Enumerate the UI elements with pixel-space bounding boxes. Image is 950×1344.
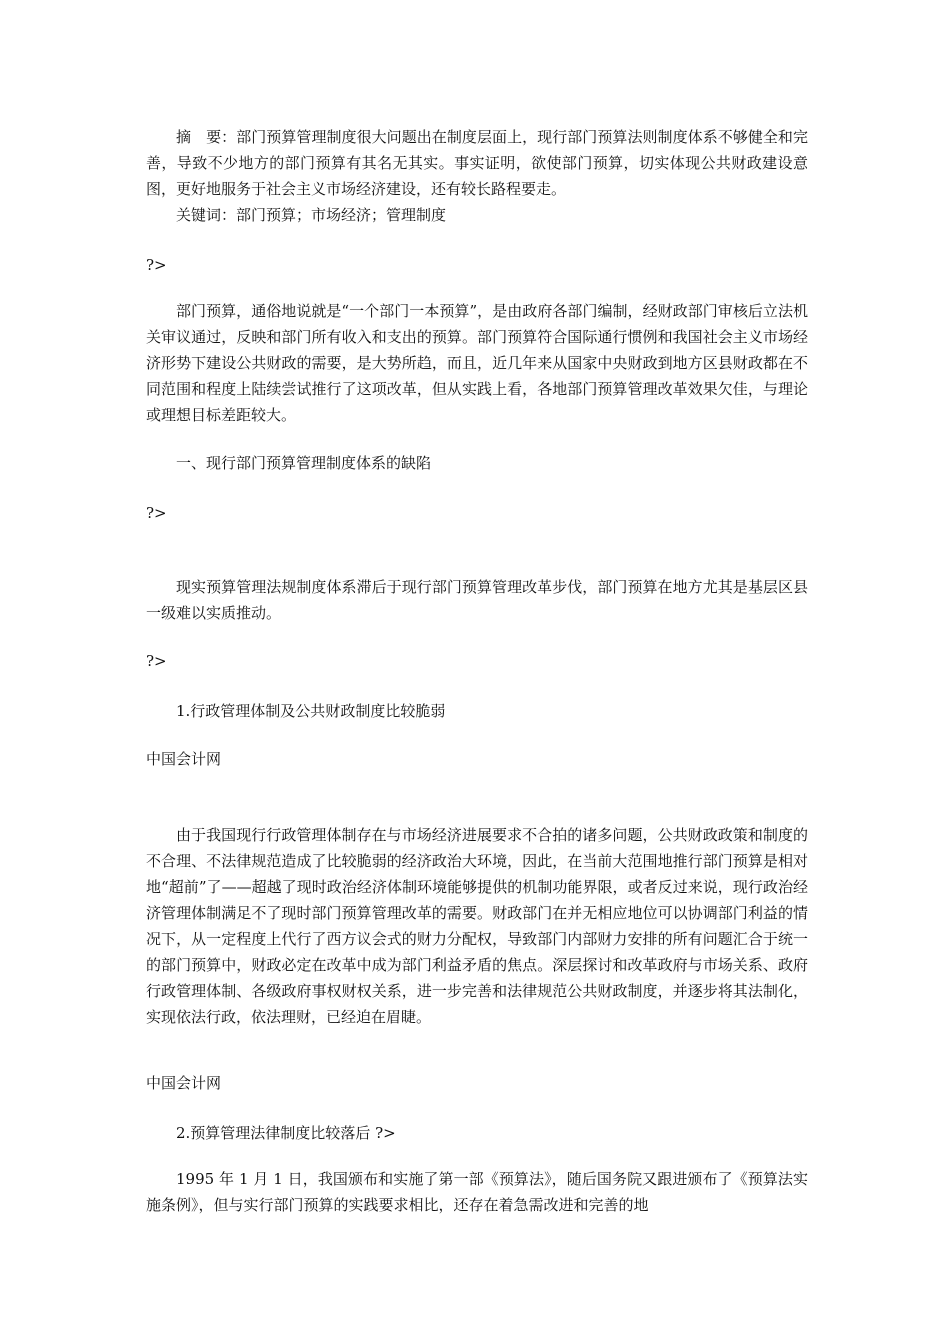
keywords-line: 关键词：部门预算；市场经济；管理制度 [176, 206, 447, 224]
abstract-paragraph [146, 124, 808, 202]
source-label-2: 中国会计网 [146, 1074, 222, 1092]
law-paragraph: 1995 年 1 月 1 日，我国颁布和实施了第一部《预算法》，随后国务院又跟进颁布了《预算法实施条例》，但与实行部门预算的实践要求相比，还存在着急需改进和完善的地 [146, 1170, 808, 1214]
subheading-2: 2.预算管理法律制度比较落后 ?> [176, 1124, 396, 1142]
intro-paragraph: 部门预算，通俗地说就是“一个部门一本预算”，是由政府各部门编制，经财政部门审核后立法机关审议通过，反映和部门所有收入和支出的预算。部门预算符合国际通行惯例和我国社会主义市场经济形势下建设公共财政的需要，是大势所趋，而且，近几年来从国家中央财政到地方区县财政都在不同范围和程度上陆续尝试推行了这项改革，但从实践上看，各地部门预算管理改革效果欠佳，与理论或理想目标差距较大。 [146, 302, 808, 424]
abstract-label: 摘 要： [176, 128, 237, 146]
abstract-text: 部门预算管理制度很大问题出在制度层面上，现行部门预算法则制度体系不够健全和完善，导致不少地方的部门预算有其名无其实。事实证明，欲使部门预算，切实体现公共财政建设意图，更好地服务于社会主义市场经济建设，还有较长路程要走。 [146, 128, 808, 198]
subheading-1: 1.行政管理体制及公共财政制度比较脆弱 [176, 702, 446, 720]
admin-paragraph: 由于我国现行行政管理体制存在与市场经济进展要求不合拍的诸多问题，公共财政政策和制度的不合理、不法律规范造成了比较脆弱的经济政治大环境，因此，在当前大范围地推行部门预算是相对地“超前”了——超越了现时政治经济体制环境能够提供的机制功能界限，或者反过来说，现行政治经济管理体制满足不了现时部门预算管理改革的需要。财政部门在并无相应地位可以协调部门利益的情况下，从一定程度上代行了西方议会式的财力分配权，导致部门内部财力安排的所有问题汇合于统一的部门预算中，财政必定在改革中成为部门利益矛盾的焦点。深层探讨和改革政府与市场关系、政府行政管理体制、各级政府事权财权关系，进一步完善和法律规范公共财政制度，并逐步将其法制化，实现依法行政，依法理财，已经迫在眉睫。 [146, 826, 808, 1026]
section-heading-1: 一、现行部门预算管理制度体系的缺陷 [176, 454, 432, 472]
marker-3: ?> [146, 652, 167, 670]
reality-paragraph: 现实预算管理法规制度体系滞后于现行部门预算管理改革步伐，部门预算在地方尤其是基层区县一级难以实质推动。 [146, 578, 808, 622]
marker-1: ?> [146, 256, 167, 274]
marker-2: ?> [146, 504, 167, 522]
source-label-1: 中国会计网 [146, 750, 222, 768]
